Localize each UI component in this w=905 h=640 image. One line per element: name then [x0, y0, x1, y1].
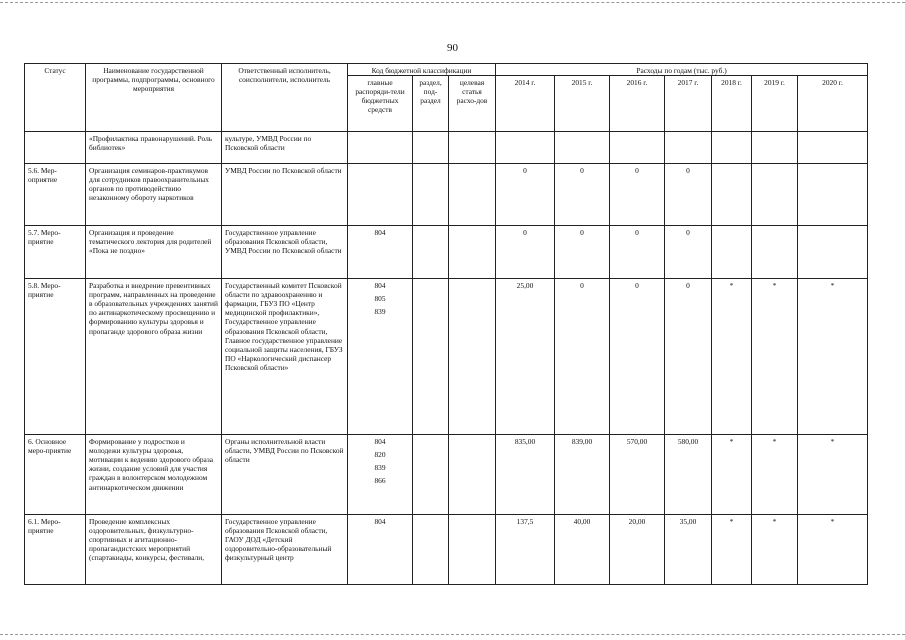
header-target: целевая статья расхо-дов	[449, 76, 496, 132]
row-target	[449, 226, 496, 279]
row-value-2019	[752, 132, 798, 164]
page-number: 90	[447, 42, 458, 54]
row-name: Разработка и внедрение превентивных программ, направленных на проведение в образовательных учреждениях занятий по антинаркотическому просвещению и формированию культуры здоровья и пропаганде здорового образа жизни	[86, 279, 222, 435]
header-year-2016: 2016 г.	[610, 76, 665, 132]
row-value-2016	[610, 132, 665, 164]
grbs-code: 804	[374, 517, 386, 527]
row-grbs-codes	[348, 226, 413, 279]
grbs-code: 839	[374, 307, 386, 317]
row-status	[25, 132, 86, 164]
grbs-code: 805	[374, 294, 386, 304]
row-value-2016: 0	[610, 164, 665, 226]
row-grbs-codes	[348, 515, 413, 585]
header-year-2015: 2015 г.	[555, 76, 610, 132]
row-target	[449, 515, 496, 585]
row-value-2019: *	[752, 279, 798, 435]
row-executor: УМВД России по Псковской области	[222, 164, 348, 226]
row-value-2018: *	[712, 279, 752, 435]
row-grbs-codes	[348, 164, 413, 226]
row-executor: Органы исполнительной власти области, УМВД России по Псковской области	[222, 435, 348, 515]
row-razdel	[413, 132, 449, 164]
row-target	[449, 132, 496, 164]
row-name: Формирование у подростков и молодежи культуры здоровья, мотивации к ведению здорового образа жизни, создание условий для участия граждан в волонтерском молодежном антинаркотическом движении	[86, 435, 222, 515]
row-value-2019	[752, 164, 798, 226]
row-value-2015: 0	[555, 164, 610, 226]
header-budget-code: Код бюджетной классификации	[348, 64, 496, 76]
header-razdel: раздел, под-раздел	[413, 76, 449, 132]
row-value-2017: 580,00	[665, 435, 712, 515]
header-expenses: Расходы по годам (тыс. руб.)	[496, 64, 868, 76]
row-value-2014: 0	[496, 226, 555, 279]
row-value-2019: *	[752, 435, 798, 515]
budget-table	[24, 63, 868, 585]
row-target	[449, 435, 496, 515]
row-razdel	[413, 226, 449, 279]
row-value-2014: 0	[496, 164, 555, 226]
row-value-2015: 40,00	[555, 515, 610, 585]
header-executor: Ответственный исполнитель, соисполнители, исполнитель	[222, 64, 348, 132]
row-value-2020: *	[798, 435, 868, 515]
row-value-2014: 137,5	[496, 515, 555, 585]
row-value-2018	[712, 132, 752, 164]
row-razdel	[413, 279, 449, 435]
table-row	[25, 515, 868, 585]
row-value-2016: 0	[610, 279, 665, 435]
grbs-code: 839	[374, 463, 386, 473]
row-value-2017: 0	[665, 164, 712, 226]
grbs-code: 820	[374, 450, 386, 460]
table-row	[25, 164, 868, 226]
row-grbs-codes	[348, 279, 413, 435]
row-value-2020: *	[798, 515, 868, 585]
row-target	[449, 164, 496, 226]
row-value-2018: *	[712, 435, 752, 515]
row-value-2020	[798, 132, 868, 164]
header-year-2014: 2014 г.	[496, 76, 555, 132]
row-value-2019: *	[752, 515, 798, 585]
row-status: 5.6. Мер-оприятие	[25, 164, 86, 226]
header-status: Статус	[25, 64, 86, 132]
row-grbs-codes	[348, 132, 413, 164]
row-value-2017	[665, 132, 712, 164]
row-executor: Государственный комитет Псковской области по здравоохранению и фармации, ГБУЗ ПО «Центр медицинской профилактики», Государственное управление образования Псковской области, Главное государственное управление социальной защиты населения, ГБУЗ ПО «Наркологический диспансер Псковской области»	[222, 279, 348, 435]
top-scan-edge	[0, 2, 905, 3]
row-value-2015: 839,00	[555, 435, 610, 515]
row-value-2019	[752, 226, 798, 279]
row-value-2016: 570,00	[610, 435, 665, 515]
header-grbs: главные распоряди-тели бюджетных средств	[348, 76, 413, 132]
row-value-2015: 0	[555, 226, 610, 279]
table-body	[25, 132, 868, 585]
table-row	[25, 226, 868, 279]
row-status: 6. Основное меро-приятие	[25, 435, 86, 515]
row-value-2016: 20,00	[610, 515, 665, 585]
row-razdel	[413, 515, 449, 585]
row-value-2016: 0	[610, 226, 665, 279]
row-value-2018: *	[712, 515, 752, 585]
table-row	[25, 435, 868, 515]
row-value-2014: 835,00	[496, 435, 555, 515]
row-executor: культуре, УМВД России по Псковской области	[222, 132, 348, 164]
row-value-2015	[555, 132, 610, 164]
table-row	[25, 132, 868, 164]
grbs-code: 804	[374, 281, 386, 291]
row-status: 6.1. Меро-приятие	[25, 515, 86, 585]
header-year-2017: 2017 г.	[665, 76, 712, 132]
row-name: Организация семинаров-практикумов для сотрудников правоохранительных органов по противодействию незаконному обороту наркотиков	[86, 164, 222, 226]
header-year-2018: 2018 г.	[712, 76, 752, 132]
row-name: Организация и проведение тематического лектория для родителей «Пока не поздно»	[86, 226, 222, 279]
grbs-code: 866	[374, 476, 386, 486]
row-value-2015: 0	[555, 279, 610, 435]
row-value-2018	[712, 164, 752, 226]
row-razdel	[413, 435, 449, 515]
header-name: Наименование государственной программы, подпрограммы, основного мероприятия	[86, 64, 222, 132]
row-executor: Государственное управление образования Псковской области, УМВД России по Псковской области	[222, 226, 348, 279]
row-value-2014	[496, 132, 555, 164]
row-status: 5.8. Меро-приятие	[25, 279, 86, 435]
row-name: «Профилактика правонарушений. Роль библиотек»	[86, 132, 222, 164]
row-value-2017: 0	[665, 226, 712, 279]
row-value-2020	[798, 226, 868, 279]
row-executor: Государственное управление образования Псковской области, ГАОУ ДОД «Детский оздоровительно-образовательный физкультурный центр	[222, 515, 348, 585]
row-value-2020: *	[798, 279, 868, 435]
row-value-2017: 0	[665, 279, 712, 435]
row-value-2020	[798, 164, 868, 226]
row-razdel	[413, 164, 449, 226]
row-value-2018	[712, 226, 752, 279]
row-status: 5.7. Меро-приятие	[25, 226, 86, 279]
row-value-2017: 35,00	[665, 515, 712, 585]
row-target	[449, 279, 496, 435]
bottom-scan-edge	[0, 634, 905, 635]
row-name: Проведение комплексных оздоровительных, физкультурно-спортивных и агитационно-пропагандистских мероприятий (спартакиады, конкурсы, фестивали,	[86, 515, 222, 585]
header-year-2019: 2019 г.	[752, 76, 798, 132]
grbs-code: 804	[374, 437, 386, 447]
grbs-code: 804	[374, 228, 386, 238]
row-value-2014: 25,00	[496, 279, 555, 435]
header-year-2020: 2020 г.	[798, 76, 868, 132]
table-row	[25, 279, 868, 435]
row-grbs-codes	[348, 435, 413, 515]
